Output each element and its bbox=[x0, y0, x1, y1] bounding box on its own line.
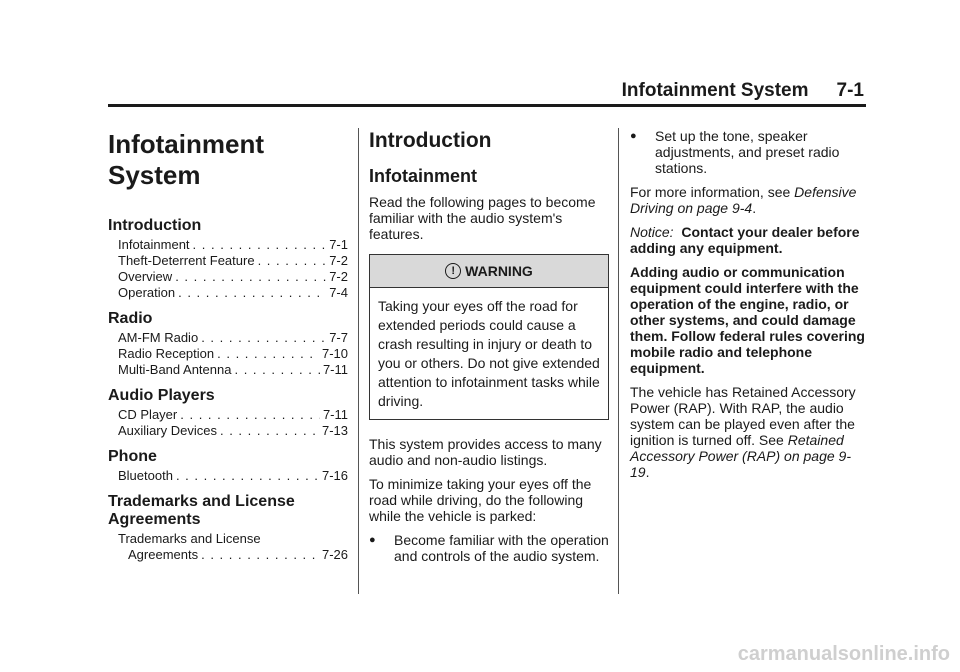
paragraph-minimize: To minimize taking your eyes off the road while driving, do the following while the vehicle is parked: bbox=[369, 476, 592, 524]
toc-entry[interactable]: Auxiliary Devices . . . 7-13 bbox=[108, 423, 348, 439]
toc-section bbox=[108, 387, 348, 439]
toc-entry[interactable]: CD Player . . . 7-11 bbox=[108, 407, 348, 423]
toc-section bbox=[108, 217, 348, 301]
toc-entry[interactable]: Theft-Deterrent Feature . . . 7-2 bbox=[108, 253, 348, 269]
bullet-item: ● Become familiar with the operation and controls of the audio system. bbox=[369, 532, 609, 564]
toc-section-title: Radio bbox=[108, 310, 153, 327]
rap-paragraph: The vehicle has Retained Accessory Power (RAP). With RAP, the audio system can be played even after the ignition is turned off. See Retained Accessory Power (RAP) on page 9-19. bbox=[630, 384, 856, 480]
header-rule bbox=[108, 104, 866, 107]
toc-column bbox=[108, 126, 348, 572]
subsection-heading: Infotainment bbox=[369, 166, 477, 186]
watermark: carmanualsonline.info bbox=[737, 643, 950, 665]
section-heading: Introduction bbox=[369, 129, 492, 152]
notice-paragraph: Notice: Contact your dealer before adding any equipment. bbox=[630, 224, 860, 256]
toc-entry[interactable]: Operation . . . 7-4 bbox=[108, 285, 348, 301]
toc-section-title: Phone bbox=[108, 448, 157, 465]
cross-reference-link[interactable]: Retained Accessory Power (RAP) on page 9-19 bbox=[630, 432, 851, 480]
paragraph-access: This system provides access to many audio and non-audio listings. bbox=[369, 436, 602, 468]
toc-list bbox=[108, 217, 348, 484]
bullet-item: ● Set up the tone, speaker adjustments, and preset radio stations. bbox=[630, 128, 840, 176]
toc-section-title: Introduction bbox=[108, 217, 202, 234]
toc-entry[interactable]: Bluetooth . . . 7-16 bbox=[108, 468, 348, 484]
running-header bbox=[622, 80, 864, 102]
bullet-icon: ● bbox=[369, 534, 376, 546]
chapter-title: Infotainment System bbox=[108, 129, 264, 190]
toc-section-trademarks: Trademarks and License Agreements Trademarks and License Agreements . . . 7-26 bbox=[108, 493, 348, 563]
warning-header bbox=[370, 255, 608, 288]
toc-entry-trademarks-line2[interactable]: Agreements . . . 7-26 bbox=[108, 547, 348, 563]
toc-section bbox=[108, 448, 348, 484]
column-divider-2 bbox=[618, 128, 619, 594]
warning-box bbox=[369, 254, 609, 420]
toc-entry[interactable]: Multi-Band Antenna . . . 7-11 bbox=[108, 362, 348, 378]
warning-text: Taking your eyes off the road for extended periods could cause a crash resulting in injury or death to you or others. Do not give extended attention to infotainment tasks while driving. bbox=[378, 298, 600, 409]
more-info-paragraph: For more information, see Defensive Driving on page 9-4. bbox=[630, 184, 857, 216]
intro-paragraph: Read the following pages to become familiar with the audio system's features. bbox=[369, 194, 596, 242]
content-column-3 bbox=[630, 126, 870, 488]
warning-icon: ! bbox=[445, 263, 461, 279]
toc-entry[interactable]: Infotainment . . . 7-1 bbox=[108, 237, 348, 253]
toc-entry-trademarks[interactable]: Trademarks and License bbox=[118, 531, 261, 546]
content-column-2 bbox=[369, 126, 609, 572]
toc-entry[interactable]: Radio Reception . . . 7-10 bbox=[108, 346, 348, 362]
header-page-number: 7-1 bbox=[836, 80, 864, 101]
toc-entry[interactable]: Overview . . . 7-2 bbox=[108, 269, 348, 285]
equipment-warning-paragraph: Adding audio or communication equipment could interfere with the operation of the engine, radio, or other systems, and could damage them. Follow federal rules covering mobile radio and telephone equipment. bbox=[630, 264, 865, 376]
column-divider-1 bbox=[358, 128, 359, 594]
cross-reference-link[interactable]: Defensive Driving on page 9-4 bbox=[630, 184, 857, 216]
toc-section bbox=[108, 310, 348, 378]
header-title: Infotainment System bbox=[621, 80, 809, 101]
warning-label: WARNING bbox=[465, 263, 533, 279]
toc-section-title: Audio Players bbox=[108, 387, 215, 404]
notice-label: Notice: bbox=[630, 224, 674, 240]
bullet-icon: ● bbox=[630, 130, 637, 142]
toc-entry[interactable]: AM-FM Radio . . . 7-7 bbox=[108, 330, 348, 346]
